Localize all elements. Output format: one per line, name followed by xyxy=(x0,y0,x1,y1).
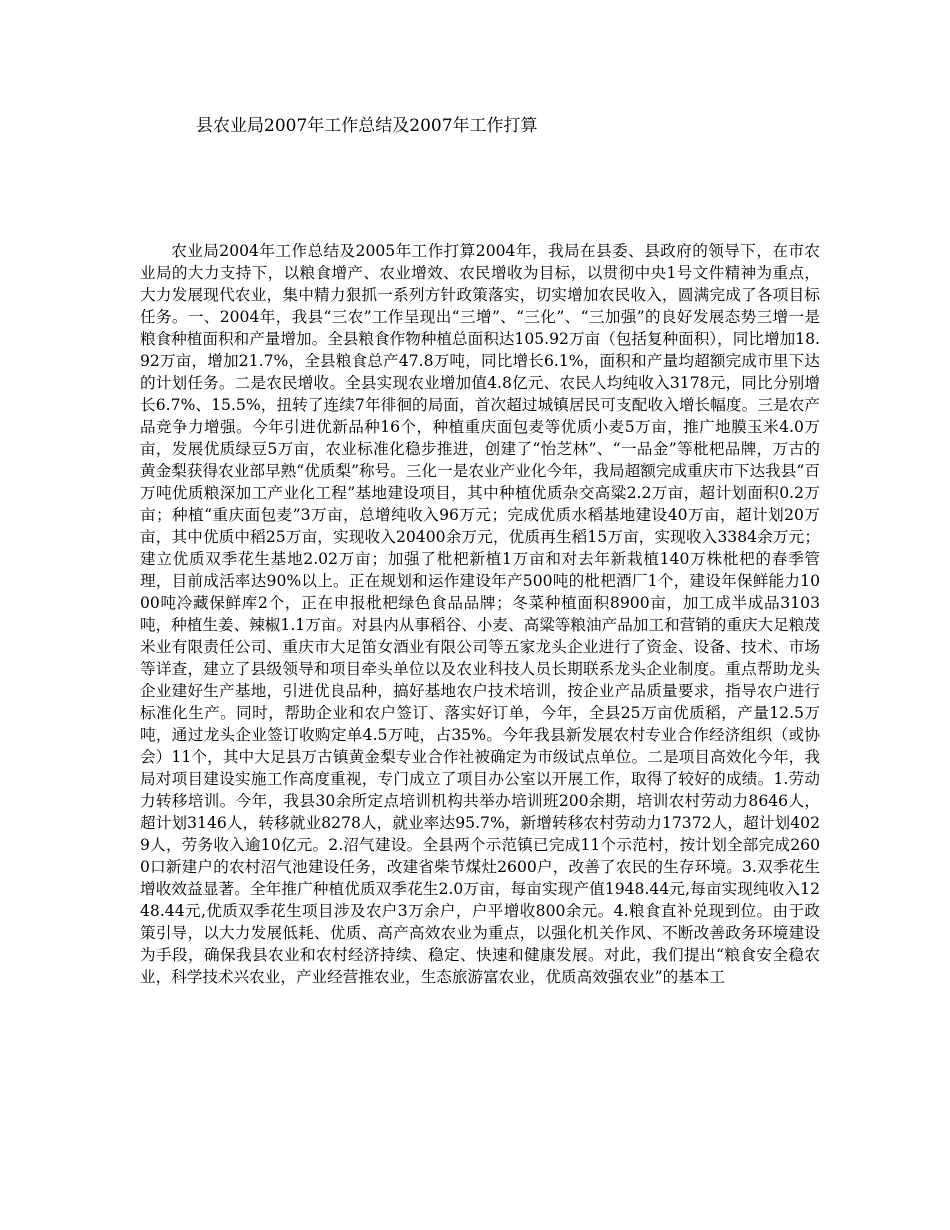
document-body-paragraph: 农业局2004年工作总结及2005年工作打算2004年，我局在县委、县政府的领导下，在市农业局的大力支持下，以粮食增产、农业增效、农民增收为目标，以贯彻中央1号文件精神为重点，大力发展现代农业，集中精力狠抓一系列方针政策落实，切实增加农民收入，圆满完成了各项目标任务。一、2004年，我县“三农”工作呈现出“三增”、“三化”、“三加强”的良好发展态势三增一是粮食种植面积和产量增加。全县粮食作物种植总面积达105.92万亩（包括复种面积），同比增加18.92万亩，增加21.7%，全县粮食总产47.8万吨，同比增长6.1%，面积和产量均超额完成市里下达的计划任务。二是农民增收。全县实现农业增加值4.8亿元、农民人均纯收入3178元，同比分别增长6.7%、15.5%，扭转了连续7年徘徊的局面，首次超过城镇居民可支配收入增长幅度。三是农产品竞争力增强。今年引进优新品种16个，种植重庆面包麦等优质小麦5万亩，推广地膜玉米4.0万亩，发展优质绿豆5万亩，农业标准化稳步推进，创建了“怡芝林”、“一品金”等枇杷品牌，万古的黄金梨获得农业部早熟“优质梨”称号。三化一是农业产业化今年，我局超额完成重庆市下达我县“百万吨优质粮深加工产业化工程”基地建设项目，其中种植优质杂交高粱2.2万亩，超计划面积0.2万亩；种植“重庆面包麦”3万亩，总增纯收入96万元；完成优质水稻基地建设40万亩，超计划20万亩，其中优质中稻25万亩，实现收入20400余万元，优质再生稻15万亩，实现收入3384余万元；建立优质双季花生基地2.02万亩；加强了枇杷新植1万亩和对去年新栽植140万株枇杷的春季管理，目前成活率达90%以上。正在规划和运作建设年产500吨的枇杷酒厂1个，建设年保鲜能力1000吨冷藏保鲜库2个，正在申报枇杷绿色食品品牌；冬菜种植面积8900亩，加工成半成品3103吨，种植生姜、辣椒1.1万亩。对县内从事稻谷、小麦、高粱等粮油产品加工和营销的重庆大足粮茂米业有限责任公司、重庆市大足笛女酒业有限公司等五家龙头企业进行了资金、设备、技术、市场等详查，建立了县级领导和项目牵头单位以及农业科技人员长期联系龙头企业制度。重点帮助龙头企业建好生产基地，引进优良品种，搞好基地农户技术培训，按企业产品质量要求，指导农户进行标准化生产。同时，帮助企业和农户签订、落实好订单，今年，全县25万亩优质稻，产量12.5万吨，通过龙头企业签订收购定单4.5万吨，占35%。今年我县新发展农村专业合作经济组织（或协会）11个，其中大足县万古镇黄金梨专业合作社被确定为市级试点单位。二是项目高效化今年，我局对项目建设实施工作高度重视，专门成立了项目办公室以开展工作，取得了较好的成绩。1.劳动力转移培训。今年，我县30余所定点培训机构共举办培训班200余期，培训农村劳动力8646人，超计划3146人，转移就业8278人，就业率达95.7%，新增转移农村劳动力17372人，超计划4029人，劳务收入逾10亿元。2.沼气建设。全县两个示范镇已完成11个示范村，按计划全部完成2600口新建户的农村沼气池建设任务，改建省柴节煤灶2600户，改善了农民的生存环境。3.双季花生增收效益显著。全年推广种植优质双季花生2.0万亩，每亩实现产值1948.44元,每亩实现纯收入1248.44元,优质双季花生项目涉及农户3万余户，户平增收800余元。4.粮食直补兑现到位。由于政策引导，以大力发展低耗、优质、高产高效农业为重点，以强化机关作风、不断改善政务环境建设为手段，确保我县农业和农村经济持续、稳定、快速和健康发展。对此，我们提出“粮食安全稳农业，科学技术兴农业，产业经营推农业，生态旅游富农业，优质高效强农业”的基本工 xyxy=(140,242,820,986)
document-title: 县农业局2007年工作总结及2007年工作打算 xyxy=(196,116,538,136)
